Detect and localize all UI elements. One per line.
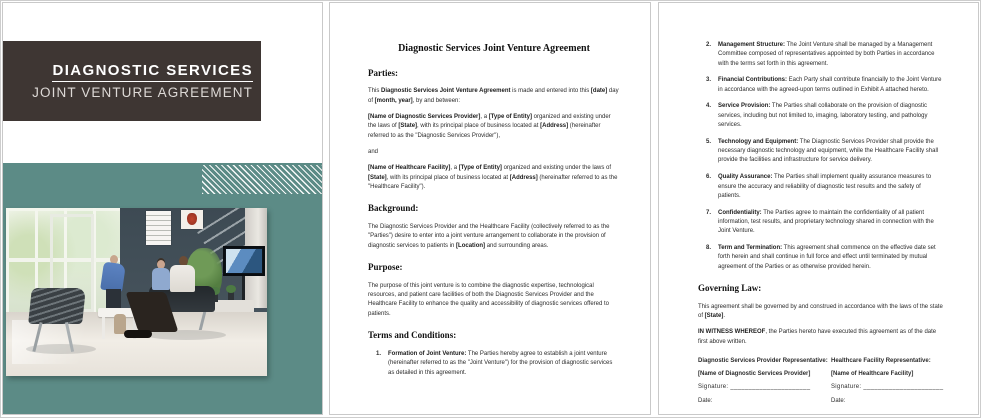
item-text: Financial Contributions: Each Party shall contribute financially to the Joint Venture in accordance with the agreed-upon terms outlined in Exhibit A attached hereto. [718,77,942,93]
item-number: 5. [706,138,712,145]
diagonal-stripes-pattern [202,165,322,194]
signature-line: Signature: ______________________ [831,384,944,391]
and-connector: and [368,148,379,155]
signature-role: Healthcare Facility Representative: [831,358,931,365]
item-text: Confidentiality: The Parties agree to maintain the confidentiality of all patient information, test results, and proprietary technology shared in connection with the Joint Venture. [718,209,934,235]
term-item-2 [706,41,944,69]
term-item-7 [706,209,944,237]
standing-person [100,255,126,315]
patient-torso [152,268,170,290]
item-text: Formation of Joint Venture: The Parties hereby agree to establish a joint venture (hereinafter referred to as the "Joint Venture") for the provision of diagnostic services as detailed in this agreement. [388,351,613,376]
cover-photo [6,208,267,376]
agreement-page-1 [329,2,651,415]
date-label: Date: [698,398,713,405]
waiting-chair [28,288,86,324]
provider-signature-block [698,357,831,407]
term-item-3 [706,76,944,95]
person-blue-shirt [100,262,126,293]
seated-doctor [170,256,196,292]
cover-accent-block [3,163,322,414]
terms-heading: Terms and Conditions: [368,330,457,341]
agreement-page-2 [658,2,979,415]
cover-title-banner [3,41,261,121]
signature-name: [Name of Diagnostic Services Provider] [698,370,811,377]
witness-paragraph: IN WITNESS WHEREOF, the Parties hereto have executed this agreement as of the date first above written. [698,329,937,345]
item-number: 8. [706,245,712,252]
governing-law-heading: Governing Law: [698,282,762,293]
term-item-4 [706,102,944,130]
item-number: 4. [706,103,712,110]
item-number: 6. [706,174,712,181]
item-text: Management Structure: The Joint Venture shall be managed by a Management Committee composed of representatives appointed by both Parties in accordance with the terms set forth in this agreement. [718,42,935,67]
item-text: Service Provision: The Parties shall collaborate on the provision of diagnostic services, including but not limited to, imaging, laboratory testing, and pathology services. [718,103,928,129]
shoe [124,330,152,338]
item-number: 1. [376,351,382,357]
background-heading: Background: [368,203,419,214]
signature-line: Signature: ______________________ [698,384,811,391]
governing-law-paragraph: This agreement shall be governed by and construed in accordance with the laws of the state of [State]. [698,303,943,320]
term-item-1 [376,350,620,378]
signature-section [698,357,944,407]
parties-intro-paragraph: This Diagnostic Services Joint Venture Agreement is made and entered into this [date] day of [month, year], by and between: [368,88,619,104]
item-text: Term and Termination: This agreement shall commence on the effective date set forth herein and shall continue in full force and effect until terminated by mutual agreement of the Parties or as otherwise provided herein. [718,245,936,270]
date-label: Date: [831,398,846,405]
signature-name: [Name of Healthcare Facility] [831,370,914,377]
item-number: 7. [706,209,712,216]
facility-party-paragraph: [Name of Healthcare Facility], a [Type of Entity] organized and existing under the laws of [State], with its principal place of business located at [Address] (hereinafter referred to as the "Healthcare Facility"). [368,165,618,190]
doctor-white-coat [170,265,195,292]
item-text: Quality Assurance: The Parties shall implement quality assurance measures to ensure the accuracy and reliability of diagnostic test results and the safety of patients. [718,174,932,199]
background-paragraph: The Diagnostic Services Provider and the Healthcare Facility (collectively referred to as the "Parties") desire to enter into a joint venture arrangement to collaborate in the provision of diagnostic services to patients in [Location] and surrounding areas. [368,224,610,249]
photo-anatomy-poster [181,210,203,229]
terms-list-continued [706,41,944,272]
term-item-5 [706,138,944,166]
tv-screen [226,249,262,273]
term-item-8 [706,244,944,272]
item-number: 3. [706,77,712,84]
facility-signature-block [831,357,944,407]
seated-patient [152,260,172,290]
photo-wall-poster [146,211,171,245]
photo-tv [223,246,265,276]
term-item-6 [706,173,944,201]
signature-role: Diagnostic Services Provider Representative: [698,358,828,365]
item-text: Technology and Equipment: The Diagnostic Services Provider shall provide the necessary diagnostic technology and equipment, while the Healthcare Facility shall provide the facilities and infrastructure for service delivery. [718,138,939,164]
document-title: Diagnostic Services Joint Venture Agreement [398,43,590,54]
purpose-paragraph: The purpose of this joint venture is to combine the diagnostic expertise, technological resources, and patient care facilities of both the Diagnostic Services Provider and the Healthcare Facility to enhance the quality and accessibility of diagnostic services offered to patients. [368,282,610,317]
item-number: 2. [706,42,712,48]
purpose-heading: Purpose: [368,261,403,272]
small-plant-pot [228,292,234,300]
provider-party-paragraph: [Name of Diagnostic Services Provider], a [Type of Entity] organized and existing under the laws of [State], with its principal place of business located at [Address] (hereinafter referred to as the "Diagnostic Services Provider"), [368,114,611,139]
parties-heading: Parties: [368,67,398,78]
cover-page [2,2,323,415]
heart-illustration [187,213,197,225]
cover-subtitle: JOINT VENTURE AGREEMENT [32,85,253,101]
plant-leaves [226,285,236,293]
terms-list [376,350,620,378]
cover-title: DIAGNOSTIC SERVICES [52,62,253,82]
